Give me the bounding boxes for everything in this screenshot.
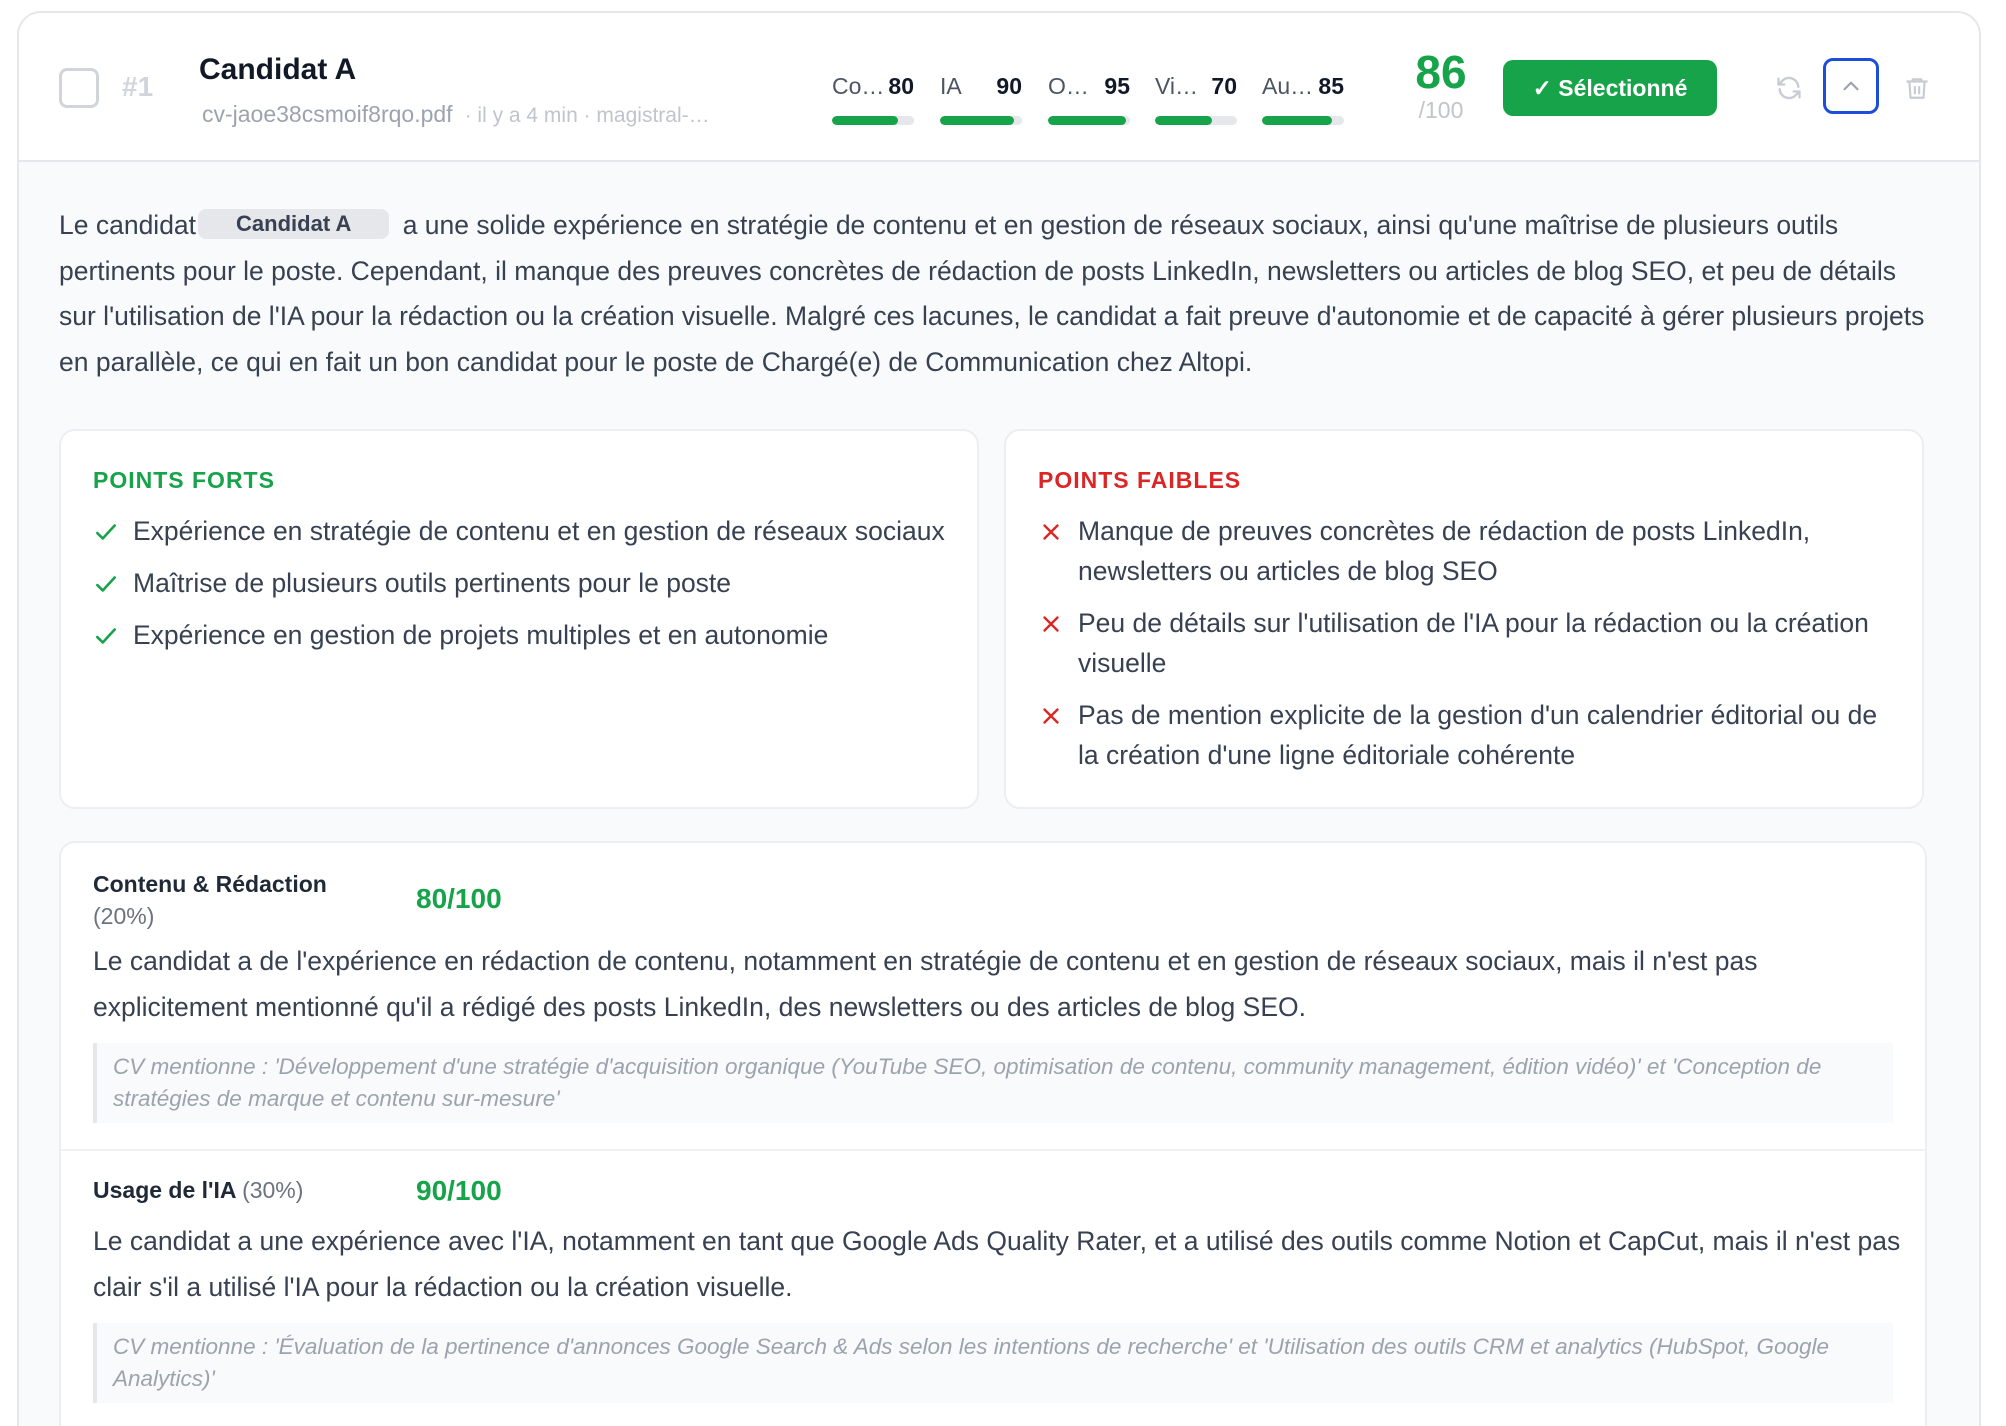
refresh-button[interactable] [1761, 60, 1817, 116]
criterion-bar-value: 90 [996, 73, 1022, 99]
cross-icon [1038, 701, 1064, 731]
criterion-description: Le candidat a de l'expérience en rédaction de contenu, notamment en stratégie de contenu et en gestion de réseaux sociaux, mais il n'est pas explicitement mentionné qu'il a rédigé des posts LinkedIn, des newsletters ou des articles de blog SEO. [93, 946, 1758, 1022]
criterion-weight: (20%) [93, 903, 155, 929]
cv-filename[interactable]: cv-jaoe38csmoif8rqo.pdf [202, 101, 453, 127]
cross-icon [1038, 609, 1064, 639]
candidate-header[interactable] [19, 13, 1979, 162]
strengths-title: POINTS FORTS [93, 467, 275, 493]
candidate-rank: #1 [122, 71, 154, 102]
criterion-name: Contenu & Rédaction [93, 871, 327, 897]
check-icon [93, 621, 119, 651]
weaknesses-title: POINTS FAIBLES [1038, 467, 1242, 493]
criterion-bar-label: IA [940, 73, 962, 99]
criterion-description: Le candidat a une expérience avec l'IA, notamment en tant que Google Ads Quality Rater, et a utilisé des outils comme Notion et CapCut, mais il n'est pas clair s'il a utilisé l'IA pour la rédaction ou la création visuelle. [93, 1226, 1901, 1302]
criterion-bar-label: Co… [832, 73, 885, 99]
criterion-bar-fill [1048, 116, 1126, 125]
criterion-bar [1155, 63, 1237, 125]
weakness-item [1038, 695, 1898, 775]
strength-text: Expérience en gestion de projets multiples et en autonomie [133, 620, 829, 650]
criterion-bar-value: 85 [1318, 73, 1344, 99]
weakness-item [1038, 511, 1898, 591]
criteria-details [59, 841, 1927, 1426]
selected-status-button[interactable]: ✓ Sélectionné [1503, 60, 1717, 116]
criterion-bar [1262, 63, 1344, 125]
criterion-bar-value: 70 [1211, 73, 1237, 99]
upload-meta: · il y a 4 min · magistral-… [464, 104, 710, 127]
criterion-bar-track [1155, 116, 1237, 125]
criterion-score: 80/100 [416, 883, 502, 914]
refresh-icon [1775, 74, 1803, 102]
summary-text: a une solide expérience en stratégie de contenu et en gestion de réseaux sociaux, ainsi qu'une maîtrise de plusieurs outils pertinents pour le poste. Cependant, il manque des preuves concrètes de rédaction de posts LinkedIn, newsletters ou articles de blog SEO, et peu de détails sur l'utilisation de l'IA pour la rédaction ou la création visuelle. Malgré ces lacunes, le candidat a fait preuve d'autonomie et de capacité à gérer plusieurs projets en parallèle, ce qui en fait un bon candidat pour le poste de Chargé(e) de Communication chez Altopi. [59, 210, 1925, 377]
criterion-bar-label: Vi… [1155, 73, 1199, 99]
select-checkbox[interactable] [59, 68, 99, 108]
criterion-score: 90/100 [416, 1175, 502, 1206]
criterion-name-weight: Usage de l'IA (30%) [93, 1177, 304, 1203]
strength-text: Expérience en stratégie de contenu et en gestion de réseaux sociaux [133, 516, 945, 546]
strengths-list [93, 511, 953, 667]
delete-button[interactable] [1889, 60, 1945, 116]
criterion-section [61, 1151, 1925, 1426]
candidate-summary [59, 203, 1939, 385]
criterion-bar-label: O… [1048, 73, 1089, 99]
cross-icon [1038, 517, 1064, 547]
strengths-panel [59, 429, 979, 809]
criterion-bar-value: 95 [1104, 73, 1130, 99]
chevron-up-icon [1838, 73, 1864, 99]
candidate-name: Candidat A [199, 53, 357, 86]
criterion-bar [1048, 63, 1130, 125]
weakness-text: Peu de détails sur l'utilisation de l'IA pour la rédaction ou la création visuelle [1078, 608, 1869, 678]
check-icon [93, 569, 119, 599]
overall-score-max: /100 [1418, 97, 1464, 123]
criterion-evidence: CV mentionne : 'Développement d'une stratégie d'acquisition organique (YouTube SEO, optimisation de contenu, community management, édition vidéo)' et 'Conception de stratégies de marque et contenu sur-mesure' [93, 1043, 1893, 1123]
criterion-bar [832, 63, 914, 125]
strength-item [93, 563, 953, 603]
weaknesses-list [1038, 511, 1898, 787]
criterion-bar-fill [1155, 116, 1212, 125]
strength-text: Maîtrise de plusieurs outils pertinents pour le poste [133, 568, 732, 598]
file-line [202, 101, 710, 128]
criterion-bar-fill [832, 116, 898, 125]
overall-score: 86 [1415, 46, 1467, 98]
criterion-bar-value: 80 [888, 73, 914, 99]
candidate-card [17, 11, 1981, 1426]
weaknesses-panel [1004, 429, 1924, 809]
criterion-bar-track [832, 116, 914, 125]
collapse-button[interactable] [1823, 58, 1879, 114]
weakness-item [1038, 603, 1898, 683]
criterion-bar-fill [940, 116, 1014, 125]
check-icon [93, 517, 119, 547]
summary-intro: Le candidat [59, 210, 197, 240]
criterion-bar [940, 63, 1022, 125]
criterion-bar-label: Au… [1262, 73, 1314, 99]
strength-item [93, 615, 953, 655]
criterion-bar-fill [1262, 116, 1332, 125]
criterion-bar-track [1262, 116, 1344, 125]
trash-icon [1904, 74, 1930, 102]
strength-item [93, 511, 953, 551]
weakness-text: Pas de mention explicite de la gestion d'un calendrier éditorial ou de la création d'une ligne éditoriale cohérente [1078, 700, 1878, 770]
weakness-text: Manque de preuves concrètes de rédaction de posts LinkedIn, newsletters ou articles de blog SEO [1078, 516, 1811, 586]
candidate-name-chip: Candidat A [198, 209, 389, 239]
criterion-bar-track [1048, 116, 1130, 125]
criterion-bar-track [940, 116, 1022, 125]
criterion-evidence: CV mentionne : 'Évaluation de la pertinence d'annonces Google Search & Ads selon les intentions de recherche' et 'Utilisation des outils CRM et analytics (HubSpot, Google Analytics)' [93, 1323, 1893, 1403]
criterion-section [61, 843, 1925, 1143]
